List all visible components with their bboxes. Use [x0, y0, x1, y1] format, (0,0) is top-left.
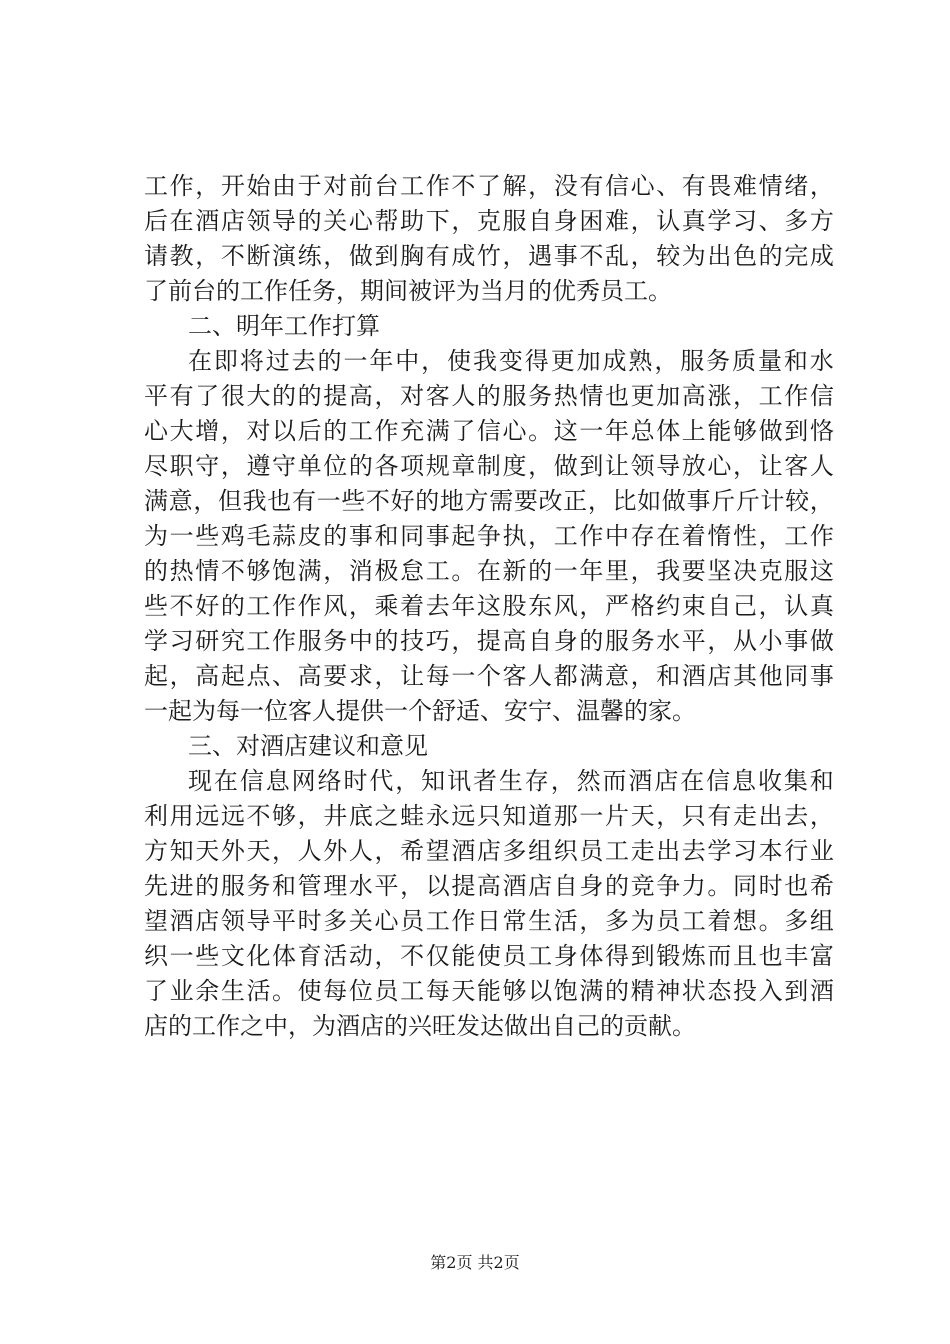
text-line: 为 一 些 鸡 毛 蒜 皮 的 事 和 同 事 起 争 执 ， 工 作 中 存 在 着 惰 性 ， 工 作 [144, 522, 834, 550]
text-line: 的 热 情 不 够 饱 满 ， 消 极 怠 工 。 在 新 的 一 年 里 ， 我 要 坚 决 克 服 这 [144, 557, 834, 585]
text-line: 利 用 远 远 不 够 ， 井 底 之 蛙 永 远 只 知 道 那 一 片 天 ， 只 有 走 出 去 ， [144, 802, 834, 830]
text-line: 尽 职 守 ， 遵 守 单 位 的 各 项 规 章 制 度 ， 做 到 让 领 导 放 心 ， 让 客 人 [144, 452, 834, 480]
text-line: 起 ， 高 起 点 、 高 要 求 ， 让 每 一 个 客 人 都 满 意 ， 和 酒 店 其 他 同 事 [144, 662, 834, 690]
text-line: 一起为每一位客人提供一个舒适、安宁、温馨的家。 [144, 697, 696, 725]
text-line: 方 知 天 外 天 ， 人 外 人 ， 希 望 酒 店 多 组 织 员 工 走 出 去 学 习 本 行 业 [144, 837, 834, 865]
text-line: 现 在 信 息 网 络 时 代 ， 知 讯 者 生 存 ， 然 而 酒 店 在 信 息 收 集 和 [188, 767, 834, 795]
text-line: 请 教 ， 不 断 演 练 ， 做 到 胸 有 成 竹 ， 遇 事 不 乱 ， 较 为 出 色 的 完 成 [144, 242, 834, 270]
text-line: 心 大 增 ， 对 以 后 的 工 作 充 满 了 信 心 。 这 一 年 总 体 上 能 够 做 到 恪 [144, 417, 834, 445]
text-line: 先 进 的 服 务 和 管 理 水 平 ， 以 提 高 酒 店 自 身 的 竞 争 力 。 同 时 也 希 [144, 872, 834, 900]
text-line: 二、明年工作打算 [188, 312, 380, 340]
text-line: 学 习 研 究 工 作 服 务 中 的 技 巧 ， 提 高 自 身 的 服 务 水 平 ， 从 小 事 做 [144, 627, 834, 655]
text-line: 织 一 些 文 化 体 育 活 动 ， 不 仅 能 使 员 工 身 体 得 到 锻 炼 而 且 也 丰 富 [144, 942, 834, 970]
text-line: 三、对酒店建议和意见 [188, 732, 428, 760]
text-line: 在 即 将 过 去 的 一 年 中 ， 使 我 变 得 更 加 成 熟 ， 服 务 质 量 和 水 [188, 347, 834, 375]
text-line: 平 有 了 很 大 的 的 提 高 ， 对 客 人 的 服 务 热 情 也 更 加 高 涨 ， 工 作 信 [144, 382, 834, 410]
text-line: 后 在 酒 店 领 导 的 关 心 帮 助 下 ， 克 服 自 身 困 难 ， 认 真 学 习 、 多 方 [144, 207, 834, 235]
text-line: 工 作 ， 开 始 由 于 对 前 台 工 作 不 了 解 ， 没 有 信 心 、 有 畏 难 情 绪 ， [144, 172, 834, 200]
text-line: 满 意 ， 但 我 也 有 一 些 不 好 的 地 方 需 要 改 正 ， 比 如 做 事 斤 斤 计 较 ， [144, 487, 834, 515]
text-line: 些 不 好 的 工 作 作 风 ， 乘 着 去 年 这 股 东 风 ， 严 格 约 束 自 己 ， 认 真 [144, 592, 834, 620]
text-line: 了前台的工作任务，期间被评为当月的优秀员工。 [144, 277, 672, 305]
page-footer: 第2页 共2页 [430, 1253, 520, 1272]
text-line: 了 业 余 生 活 。 使 每 位 员 工 每 天 能 够 以 饱 满 的 精 神 状 态 投 入 到 酒 [144, 977, 834, 1005]
text-line: 店的工作之中，为酒店的兴旺发达做出自己的贡献。 [144, 1012, 696, 1040]
text-line: 望 酒 店 领 导 平 时 多 关 心 员 工 作 日 常 生 活 ， 多 为 员 工 着 想 。 多 组 [144, 907, 834, 935]
body-text [144, 169, 834, 1044]
